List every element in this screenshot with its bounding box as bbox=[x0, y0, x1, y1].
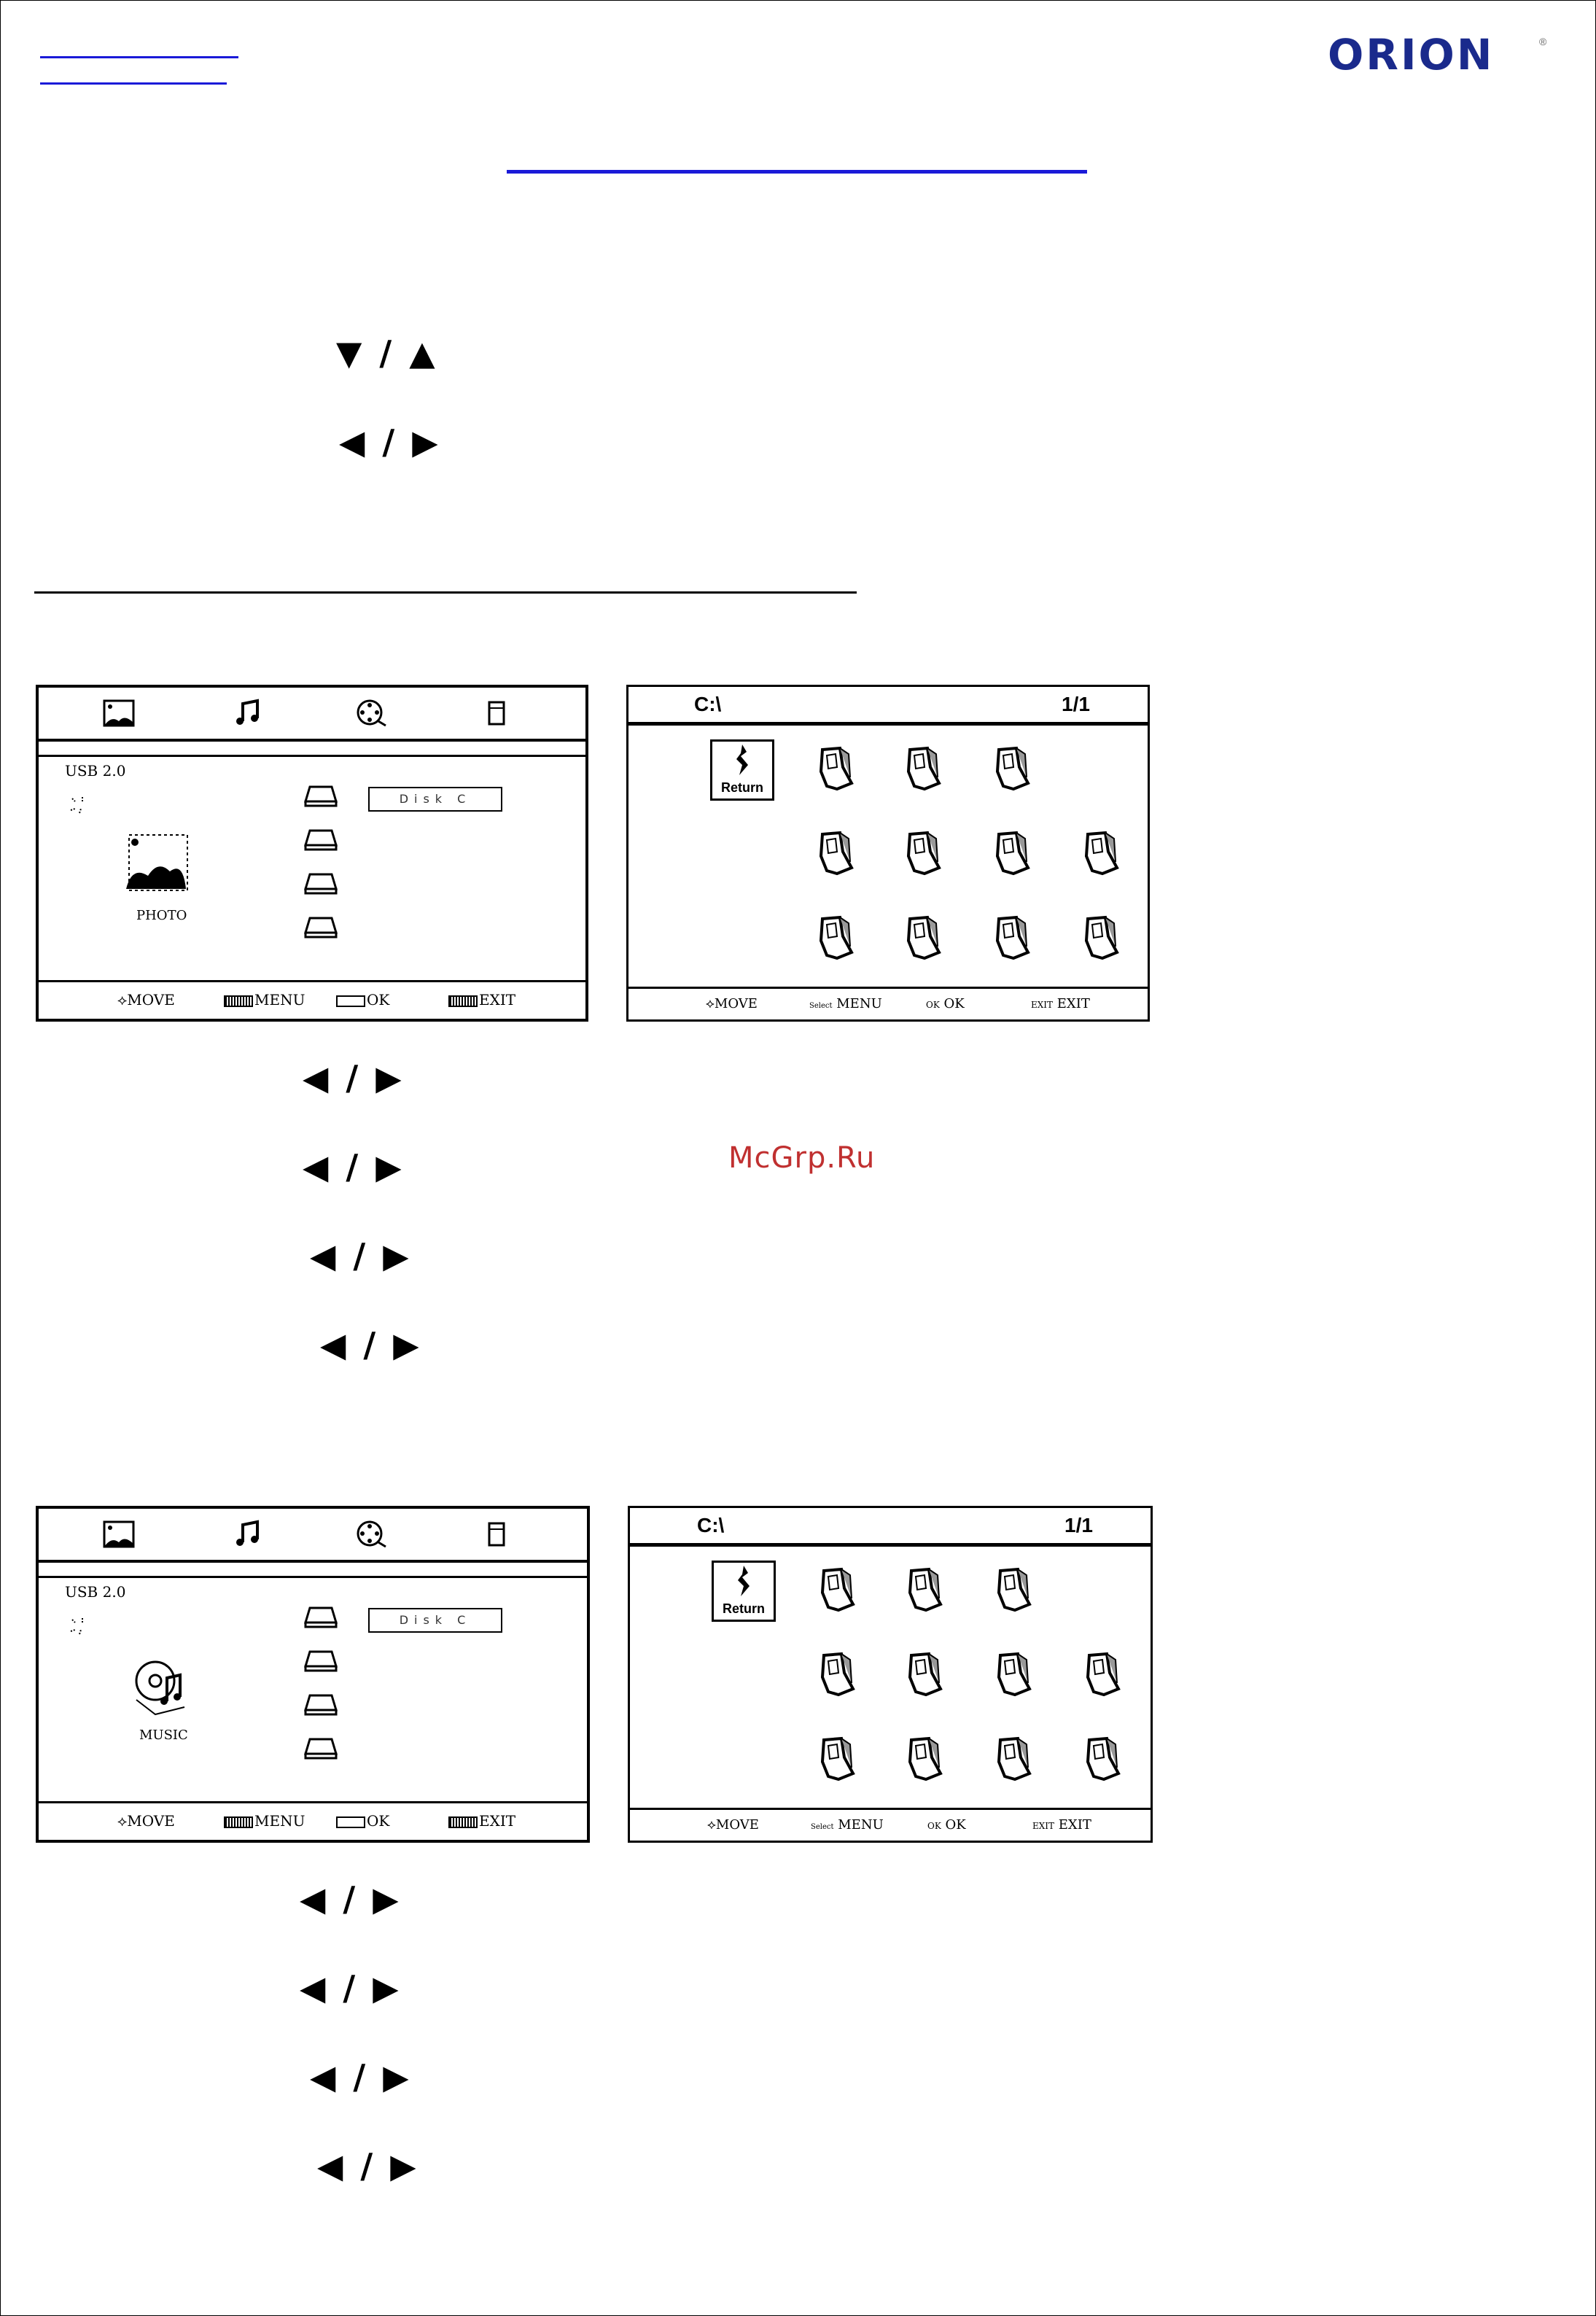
file-icon[interactable] bbox=[992, 830, 1032, 878]
footer-menu: Select MENU bbox=[809, 996, 882, 1011]
footer-exit: EXIT bbox=[448, 1812, 515, 1830]
menu-key-icon bbox=[224, 995, 253, 1007]
menu-footer bbox=[39, 1801, 587, 1840]
exit-key-icon bbox=[448, 995, 478, 1007]
photo-tab-icon[interactable] bbox=[101, 696, 138, 730]
left-right-arrows: ◀ / ▶ bbox=[317, 2146, 419, 2185]
drive-icon-2[interactable] bbox=[304, 829, 338, 851]
footer-move: ⟡MOVE bbox=[707, 1817, 759, 1833]
music-browser-screen bbox=[628, 1506, 1153, 1843]
browser-header bbox=[628, 687, 1148, 726]
up-down-arrows: ▼ / ▲ bbox=[336, 333, 438, 373]
music-menu-screen bbox=[36, 1506, 590, 1843]
menu-footer bbox=[39, 980, 585, 1019]
file-icon[interactable] bbox=[817, 1736, 857, 1784]
footer-exit: EXIT EXIT bbox=[1032, 1817, 1091, 1833]
file-icon[interactable] bbox=[993, 1651, 1034, 1699]
left-right-arrows: ◀ / ▶ bbox=[303, 1058, 405, 1097]
file-icon[interactable] bbox=[993, 1736, 1034, 1784]
footer-exit: EXIT bbox=[448, 991, 515, 1009]
ok-key-icon bbox=[336, 1816, 365, 1828]
page-indicator: 1/1 bbox=[1064, 1514, 1093, 1536]
footer-ok: OK OK bbox=[926, 996, 965, 1011]
disk-c-selector[interactable]: Disk C bbox=[368, 787, 502, 812]
footer-move: ⟡MOVE bbox=[117, 1812, 175, 1830]
browser-footer bbox=[630, 1808, 1151, 1841]
footer-move: ⟡MOVE bbox=[117, 991, 175, 1009]
return-icon bbox=[728, 742, 757, 778]
category-label: MUSIC bbox=[139, 1728, 188, 1743]
drive-icon-4[interactable] bbox=[304, 1738, 338, 1760]
return-icon bbox=[729, 1563, 758, 1599]
disk-c-selector[interactable]: Disk C bbox=[368, 1608, 502, 1633]
photo-tab-icon[interactable] bbox=[101, 1518, 138, 1551]
file-icon[interactable] bbox=[904, 1566, 945, 1614]
usb-label: USB 2.0 bbox=[65, 762, 126, 780]
left-right-arrows: ◀ / ▶ bbox=[339, 422, 441, 462]
footer-exit: EXIT EXIT bbox=[1031, 996, 1090, 1011]
movie-tab-icon[interactable] bbox=[354, 696, 390, 730]
return-item[interactable]: Return bbox=[712, 1561, 776, 1622]
photo-menu-screen bbox=[36, 685, 588, 1022]
footer-ok: OK OK bbox=[927, 1817, 966, 1833]
file-icon[interactable] bbox=[904, 1651, 945, 1699]
media-tabs bbox=[39, 1509, 587, 1563]
photo-browser-screen bbox=[626, 685, 1150, 1022]
path-label: C:\ bbox=[694, 693, 722, 715]
file-icon[interactable] bbox=[992, 745, 1032, 793]
music-tab-icon[interactable] bbox=[230, 696, 266, 730]
file-icon[interactable] bbox=[1082, 1736, 1123, 1784]
section-title-link[interactable] bbox=[507, 170, 1087, 174]
drive-icon-3[interactable] bbox=[304, 873, 338, 895]
music-category-icon bbox=[133, 1656, 192, 1721]
header-link-1[interactable] bbox=[40, 56, 238, 58]
file-icon[interactable] bbox=[904, 1736, 945, 1784]
category-label: PHOTO bbox=[136, 908, 187, 923]
file-icon[interactable] bbox=[903, 830, 943, 878]
browser-footer bbox=[628, 987, 1148, 1019]
drive-icon-4[interactable] bbox=[304, 917, 338, 939]
footer-menu: MENU bbox=[224, 991, 305, 1009]
footer-move: ⟡MOVE bbox=[706, 996, 758, 1011]
photo-category-icon bbox=[125, 831, 195, 900]
usb-icon bbox=[68, 794, 90, 816]
file-icon[interactable] bbox=[1082, 1651, 1123, 1699]
section-divider bbox=[34, 591, 857, 594]
file-icon[interactable] bbox=[1081, 914, 1121, 963]
file-icon[interactable] bbox=[815, 914, 856, 963]
drive-icon-3[interactable] bbox=[304, 1694, 338, 1716]
left-right-arrows: ◀ / ▶ bbox=[300, 1968, 402, 2008]
brand-logo: ORION bbox=[1328, 30, 1495, 79]
page-indicator: 1/1 bbox=[1062, 693, 1090, 715]
move-icon: ⟡ bbox=[707, 1817, 716, 1833]
text-tab-icon[interactable] bbox=[479, 1518, 515, 1551]
footer-menu: Select MENU bbox=[811, 1817, 884, 1833]
left-right-arrows: ◀ / ▶ bbox=[320, 1325, 422, 1364]
usb-label: USB 2.0 bbox=[65, 1583, 126, 1601]
left-right-arrows: ◀ / ▶ bbox=[310, 1236, 412, 1275]
drive-icon-1[interactable] bbox=[304, 1606, 338, 1628]
return-item[interactable]: Return bbox=[710, 739, 774, 801]
text-tab-icon[interactable] bbox=[479, 696, 515, 730]
drive-icon-1[interactable] bbox=[304, 785, 338, 807]
watermark-text: McGrp.Ru bbox=[728, 1141, 876, 1175]
drive-icon-2[interactable] bbox=[304, 1650, 338, 1672]
file-icon[interactable] bbox=[815, 745, 856, 793]
file-icon[interactable] bbox=[992, 914, 1032, 963]
left-right-arrows: ◀ / ▶ bbox=[300, 1879, 402, 1919]
menu-key-icon bbox=[224, 1816, 253, 1828]
movie-tab-icon[interactable] bbox=[354, 1518, 390, 1551]
usb-icon bbox=[68, 1615, 90, 1637]
file-icon[interactable] bbox=[903, 745, 943, 793]
footer-ok: OK bbox=[336, 991, 389, 1009]
footer-menu: MENU bbox=[224, 1812, 305, 1830]
file-icon[interactable] bbox=[993, 1566, 1034, 1614]
music-tab-icon[interactable] bbox=[230, 1518, 266, 1551]
media-tabs bbox=[39, 688, 585, 742]
file-icon[interactable] bbox=[1081, 830, 1121, 878]
header-link-2[interactable] bbox=[40, 82, 227, 85]
footer-ok: OK bbox=[336, 1812, 389, 1830]
move-icon: ⟡ bbox=[117, 1812, 128, 1830]
file-icon[interactable] bbox=[903, 914, 943, 963]
move-icon: ⟡ bbox=[117, 991, 128, 1009]
file-icon[interactable] bbox=[817, 1566, 857, 1614]
path-label: C:\ bbox=[697, 1514, 725, 1536]
menu-rule bbox=[39, 755, 585, 757]
brand-reg-mark: ® bbox=[1539, 36, 1547, 47]
file-icon[interactable] bbox=[817, 1651, 857, 1699]
ok-key-icon bbox=[336, 995, 365, 1007]
browser-header bbox=[630, 1508, 1151, 1547]
move-icon: ⟡ bbox=[706, 996, 715, 1011]
left-right-arrows: ◀ / ▶ bbox=[310, 2057, 412, 2097]
left-right-arrows: ◀ / ▶ bbox=[303, 1147, 405, 1186]
file-icon[interactable] bbox=[815, 830, 856, 878]
exit-key-icon bbox=[448, 1816, 478, 1828]
menu-rule bbox=[39, 1576, 587, 1578]
